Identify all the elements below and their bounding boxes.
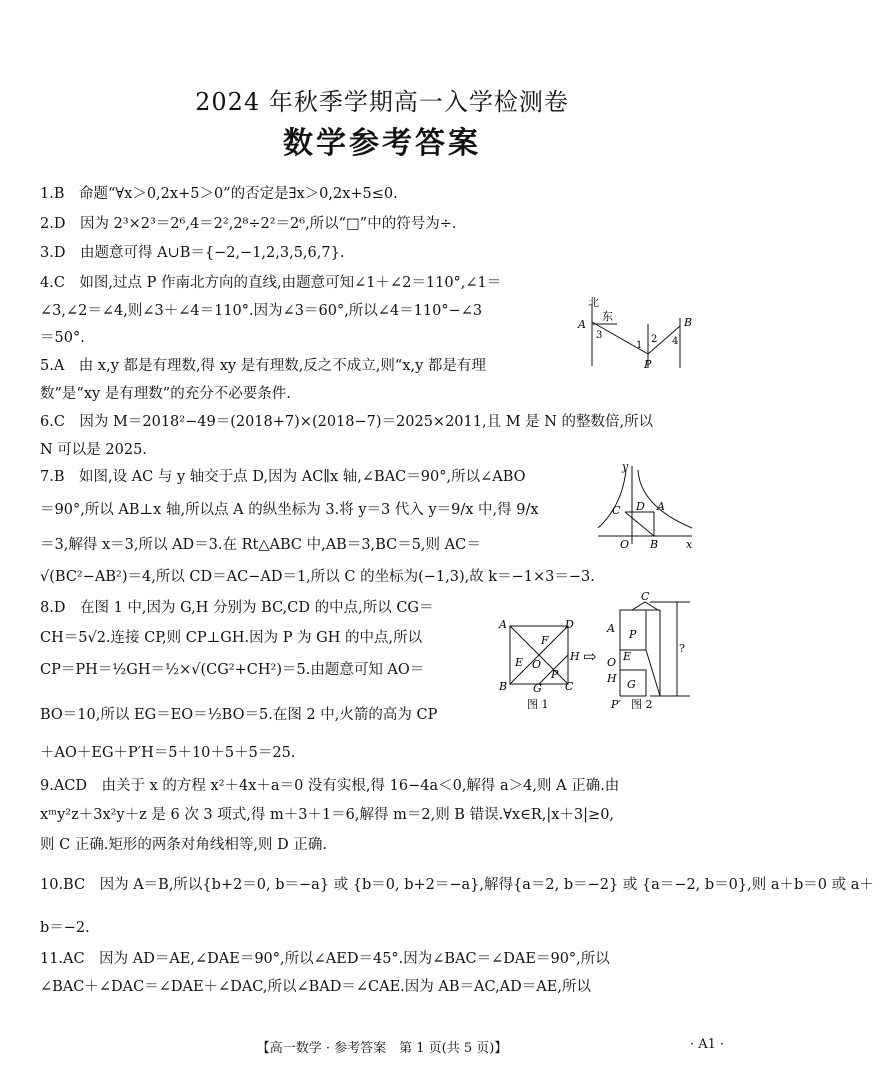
figure-label: y [622,460,629,473]
figure-label: O [532,658,542,671]
answer-line: N 可以是 2025. [40,442,147,458]
figure-label: O [620,538,630,551]
answer-line: 9.ACD 由关于 x 的方程 x²＋4x＋a＝0 没有实根,得 16−4a＜0,解得 a＞4,则 A 正确.由 [40,778,620,794]
figure-label: 北 [588,296,599,309]
figure-label: H [607,672,617,685]
figure-q8 [495,590,720,714]
figure-label: C [565,680,574,693]
answer-line: CP＝PH＝½GH＝½×√(CG²+CH²)＝5.由题意可知 AO＝ [40,662,425,678]
figure-label: E [623,650,632,663]
answer-line: ∠BAC＋∠DAC＝∠DAE＋∠DAC,所以∠BAD＝∠CAE.因为 AB＝AC,AD＝AE,所以 [40,979,591,995]
figure-label: C [612,504,621,517]
figure-label: 4 [672,336,679,347]
answer-line: ∠3,∠2＝∠4,则∠3＋∠4＝110°.因为∠3＝60°,所以∠4＝110°−∠3 [40,303,483,319]
page-code: · A1 · [690,1037,725,1052]
answer-line: CH＝5√2.连接 CP,则 CP⊥GH.因为 P 为 GH 的中点,所以 [40,630,423,646]
figure-label: 2 [651,334,658,345]
figure-label: D [636,500,645,513]
figure-label: G [627,678,636,691]
figure-label: P [629,628,637,641]
figure-label: B [684,316,693,329]
answer-line: 7.B 如图,设 AC 与 y 轴交于点 D,因为 AC∥x 轴,∠BAC＝90°,所以∠ABO [40,469,526,485]
answer-line: 11.AC 因为 AD＝AE,∠DAE＝90°,所以∠AED＝45°.因为∠BAC＝∠DAE＝90°,所以 [40,951,610,967]
figure-label: B [499,680,508,693]
answer-line: 4.C 如图,过点 P 作南北方向的直线,由题意可知∠1＋∠2＝110°,∠1＝ [40,275,502,291]
answer-line: b＝−2. [40,920,90,936]
figure-label: P [644,358,652,371]
answer-line: ＋AO＋EG＋P′H＝5＋10＋5＋5＝25. [40,745,296,761]
answer-line: 数”是“xy 是有理数”的充分不必要条件. [40,386,291,402]
figure-label: A [578,318,586,331]
figure-caption: 图 2 [631,698,653,711]
answer-line: 2.D 因为 2³×2³＝2⁶,4＝2²,2⁸÷2²＝2⁶,所以“□”中的符号为÷. [40,216,457,232]
figure-label: 3 [596,330,603,341]
page-subtitle: 数学参考答案 [283,126,481,161]
answer-line: 3.D 由题意可得 A∪B＝{−2,−1,2,3,5,6,7}. [40,245,345,261]
figure-label: x [686,538,693,551]
figure-label: B [650,538,659,551]
answer-line: BO＝10,所以 EG＝EO＝½BO＝5.在图 2 中,火箭的高为 CP [40,707,438,723]
answer-line: √(BC²−AB²)＝4,所以 CD＝AC−AD＝1,所以 C 的坐标为(−1,3),故 k＝−1×3＝−3. [40,569,595,585]
figure-label: F [541,634,549,647]
answer-line: ＝90°,所以 AB⊥x 轴,所以点 A 的纵坐标为 3.将 y＝3 代入 y＝9/x 中,得 9/x [40,502,539,518]
figure-label: E [515,656,524,669]
figure-label: G [533,682,542,695]
arrow-icon: ⇨ [583,647,597,666]
figure-q7 [592,458,702,558]
figure-label: A [607,622,615,635]
answer-line: 8.D 在图 1 中,因为 G,H 分别为 BC,CD 的中点,所以 CG＝ [40,600,434,616]
figure-label: P′ [611,698,621,711]
answer-line: ＝50°. [40,330,85,346]
figure-label: D [565,618,574,631]
figure-q4 [572,296,702,376]
answer-line: 6.C 因为 M＝2018²−49＝(2018+7)×(2018−7)＝2025×2011,且 M 是 N 的整数倍,所以 [40,414,654,430]
answer-line: ＝3,解得 x＝3,所以 AD＝3.在 Rt△ABC 中,AB＝3,BC＝5,则 AC＝ [40,537,481,553]
figure-label: A [499,618,507,631]
page-footer: 【高一数学 · 参考答案 第 1 页(共 5 页)】 [256,1041,508,1056]
answer-line: 则 C 正确.矩形的两条对角线相等,则 D 正确. [40,837,327,853]
answer-line: 5.A 由 x,y 都是有理数,得 xy 是有理数,反之不成立,则“x,y 都是有理 [40,358,486,374]
figure-label: ? [679,642,685,655]
answer-line: xᵐy²z＋3x²y＋z 是 6 次 3 项式,得 m＋3＋1＝6,解得 m＝2,则 B 错误.∀x∈R,|x＋3|≥0, [40,807,615,823]
figure-caption: 图 1 [527,698,549,711]
figure-label: 东 [602,310,613,323]
answer-line: 1.B 命题“∀x＞0,2x+5＞0”的否定是∃x＞0,2x+5≤0. [40,186,398,202]
figure-label: A [657,500,665,513]
page-title: 2024 年秋季学期高一入学检测卷 [195,88,569,116]
figure-label: P [551,668,559,681]
figure-label: 1 [636,340,643,351]
answer-line: 10.BC 因为 A＝B,所以{b+2＝0, b＝−a} 或 {b＝0, b+2＝−a},解得{a＝2, b＝−2} 或 {a＝−2, b＝0},则 a＋b＝0 或 a＋ [40,877,874,893]
figure-label: H [570,650,580,663]
figure-label: C [641,590,650,603]
figure-label: O [607,656,617,669]
